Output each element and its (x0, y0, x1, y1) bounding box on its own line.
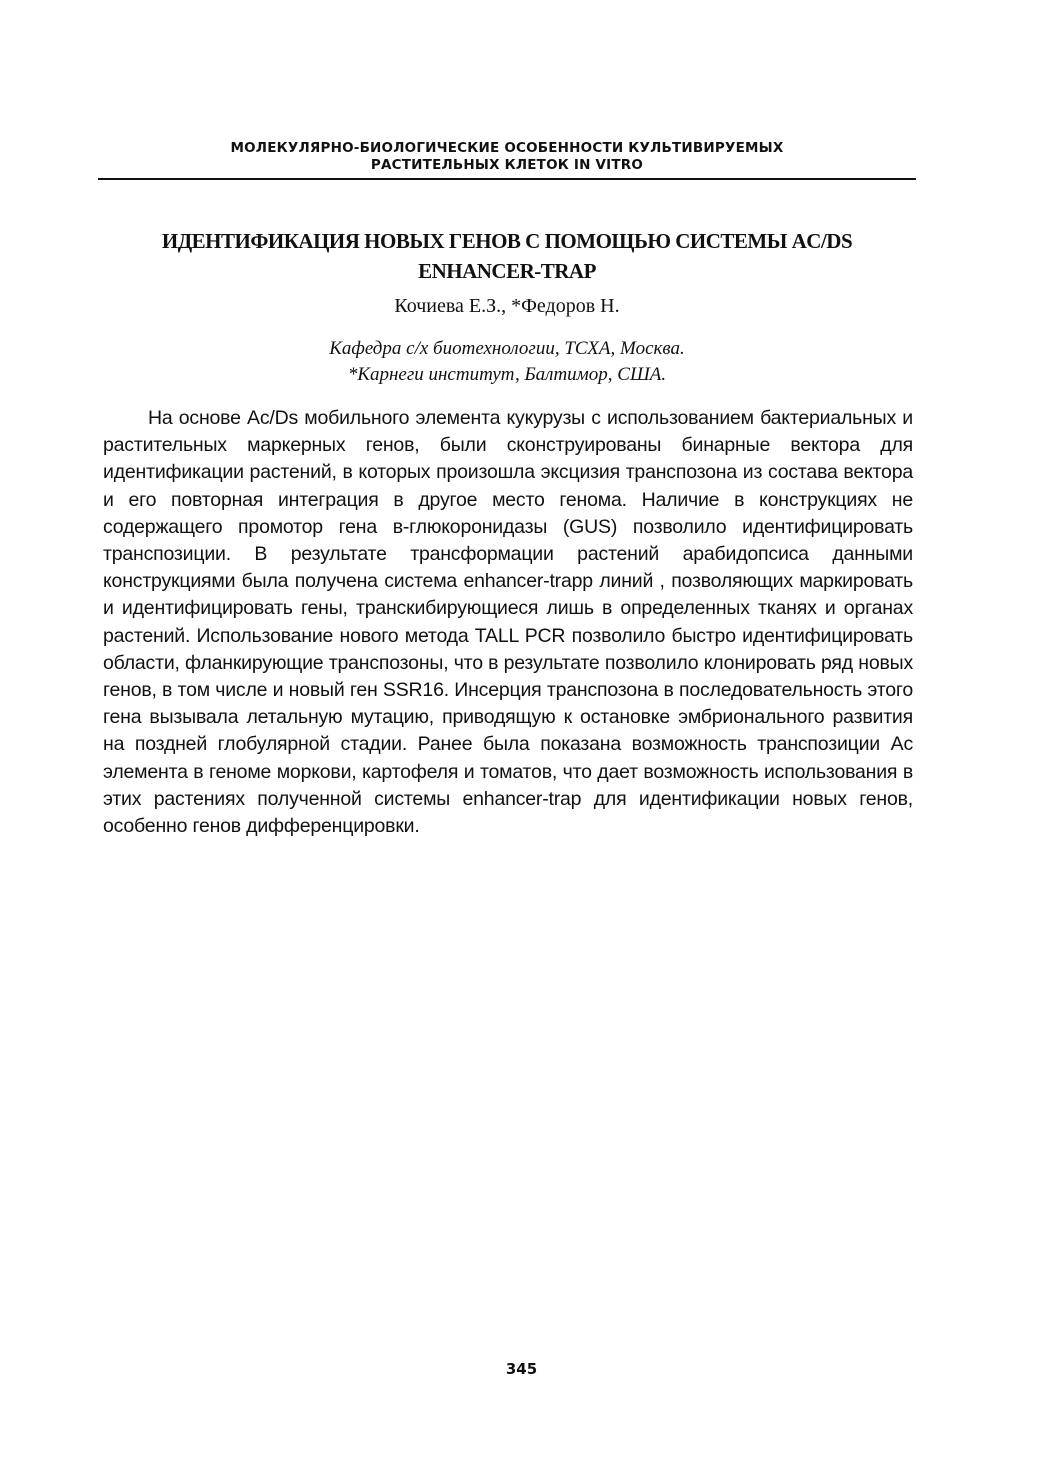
affiliation-2: *Карнеги институт, Балтимор, США. (347, 364, 667, 385)
running-header (98, 140, 916, 174)
affiliations (98, 336, 916, 388)
running-header-line-2: РАСТИТЕЛЬНЫХ КЛЕТОК IN VITRO (370, 157, 644, 173)
authors: Кочиева Е.З., *Федоров Н. (394, 295, 620, 317)
header-divider (98, 178, 916, 180)
abstract-paragraph (103, 405, 913, 840)
page-number: 345 (505, 1360, 538, 1378)
affiliation-1: Кафедра с/х биотехнологии, ТСХА, Москва. (329, 338, 685, 359)
abstract-text: На основе Ac/Ds мобильного элемента кукурузы с использованием бактериальных и растительных маркерных генов, были сконструированы бинарные вектора для идентификации растений, в которых произошла эксцизия транспозона из состава вектора и его повторная интеграция в другое место генома. Наличие в конструкциях не содержащего промотор гена в-глюкоронидазы (GUS) позволило идентифицировать транспозиции. В результате трансформации растений арабидопсиса данными конструкциями была получена система enhancer-trapp линий , позволяющих маркировать и идентифицировать гены, транскибирующиеся лишь в определенных тканях и органах растений. Использование нового метода TALL PCR позволило быстро идентифицировать области, фланкирующие транспозоны, что в результате позволило клонировать ряд новых генов, в том числе и новый ген SSR16. Инсерция транспозона в последовательность этого гена вызывала летальную мутацию, приводящую к остановке эмбрионального развития на поздней глобулярной стадии. Ранее была показана возможность транспозиции Ас элемента в геноме моркови, картофеля и томатов, что дает возможность использования в этих растениях полученной системы enhancer-trap для идентификации новых генов, особенно генов дифференцировки. (103, 407, 913, 838)
article-title-line-1: ИДЕНТИФИКАЦИЯ НОВЫХ ГЕНОВ С ПОМОЩЬЮ СИСТЕМЫ AC/DS (161, 229, 853, 253)
running-header-line-1: МОЛЕКУЛЯРНО-БИОЛОГИЧЕСКИЕ ОСОБЕННОСТИ КУЛЬТИВИРУЕМЫХ (230, 140, 784, 156)
article-title (98, 226, 916, 286)
article-title-line-2: ENHANCER-TRAP (418, 259, 596, 283)
